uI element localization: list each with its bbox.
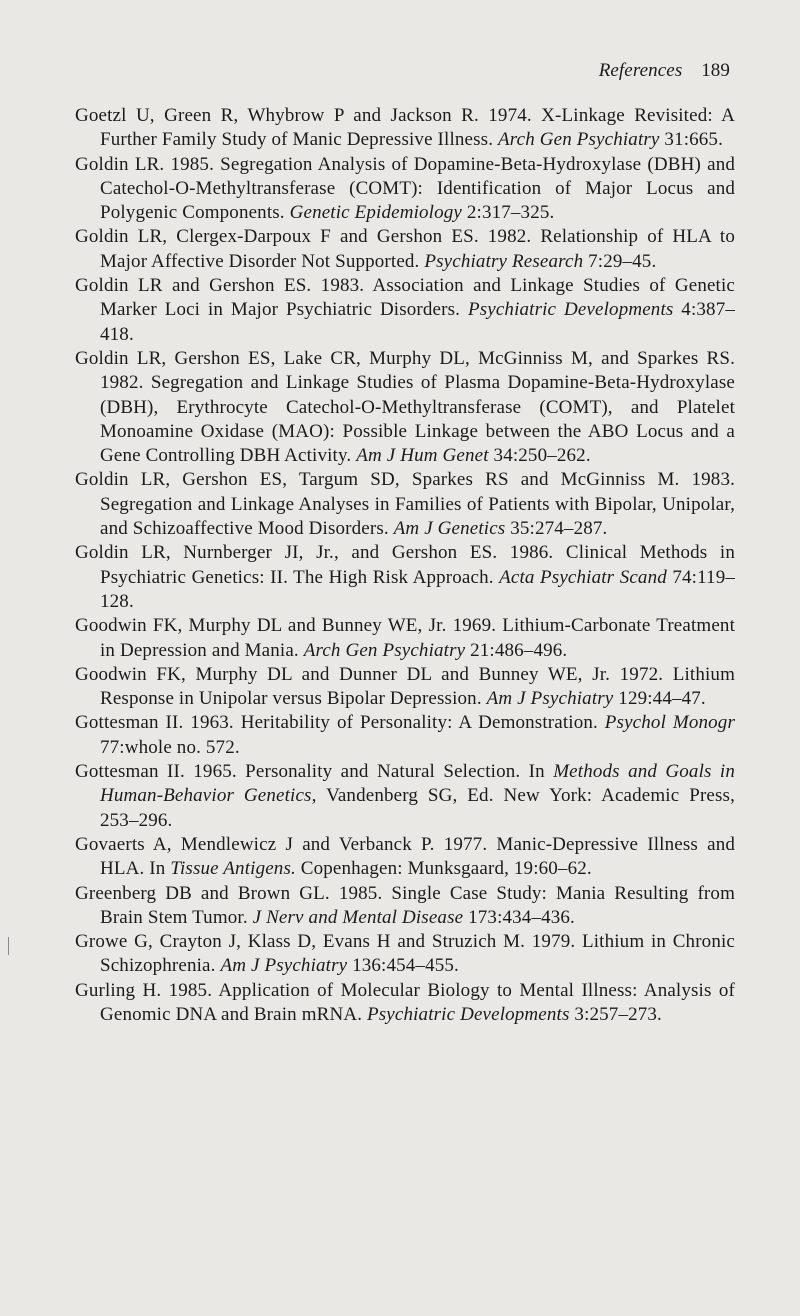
reference-text: Goldin LR, Gershon ES, Targum SD, Sparkes RS and McGinniss M. 1983. Segregation and Linkage Analyses in Families of Patients with Bipolar, Unipolar, and Schizoaffective Mood Disorders. [75,469,735,540]
reference-text: Gottesman II. 1965. Personality and Natural Selection. In [75,761,554,783]
page-number: 189 [701,60,730,81]
reference-text: Greenberg DB and Brown GL. 1985. Single Case Study: Mania Resulting from Brain Stem Tumor. [75,882,735,928]
reference-text: Goodwin FK, Murphy DL and Bunney WE, Jr. 1969. Lithium-Carbonate Treatment in Depression and Mania. [75,615,735,661]
reference-citation: 31:665. [659,129,723,151]
reference-citation: 2:317–325. [461,202,555,224]
reference-entry [75,468,735,541]
reference-citation: 129:44–47. [613,688,706,710]
reference-journal: Am J Genetics [393,518,506,540]
reference-journal: J Nerv and Mental Disease [252,906,464,928]
reference-text: Goldin LR, Nurnberger JI, Jr., and Gershon ES. 1986. Clinical Methods in Psychiatric Genetics: II. The High Risk Approach. [75,542,735,588]
reference-text: Goldin LR, Gershon ES, Lake CR, Murphy DL, McGinniss M, and Sparkes RS. 1982. Segregation and Linkage Studies of Plasma Dopamine-Beta-Hydroxylase (DBH), Erythrocyte Catechol-O-Methyltransferase (COMT), and Platelet Monoamine Oxidase (MAO): Possible Linkage between the ABO Locus and a Gene Controlling DBH Activity. [75,347,735,467]
reference-text: Goodwin FK, Murphy DL and Dunner DL and Bunney WE, Jr. 1972. Lithium Response in Unipolar versus Bipolar Depression. [75,663,735,710]
reference-entry [75,225,735,274]
reference-citation: 136:454–455. [347,955,459,977]
reference-journal: Psychol Monogr [604,712,736,734]
reference-journal: Methods and Goals in Human-Behavior Genetics, [100,761,735,807]
reference-text: Growe G, Crayton J, Klass D, Evans H and Struzich M. 1979. Lithium in Chronic Schizophrenia. [75,931,735,977]
reference-citation: 74:119–128. [100,566,735,612]
reference-journal: Psychiatric Developments [367,1003,570,1025]
reference-entry [75,930,735,979]
reference-citation: 3:257–273. [569,1003,662,1025]
reference-entry [75,104,735,153]
reference-journal: Arch Gen Psychiatry [498,129,660,151]
reference-text: Goldin LR and Gershon ES. 1983. Association and Linkage Studies of Genetic Marker Loci in Major Psychiatric Disorders. [75,275,735,321]
reference-entry [75,274,735,347]
reference-text: Goldin LR. 1985. Segregation Analysis of Dopamine-Beta-Hydroxylase (DBH) and Catechol-O-Methyltransferase (COMT): Identification of Major Locus and Polygenic Components. [75,153,735,224]
reference-citation: 7:29–45. [583,250,657,272]
reference-citation: 35:274–287. [505,518,608,540]
reference-citation: 21:486–496. [465,639,568,661]
reference-text: Gurling H. 1985. Application of Molecular Biology to Mental Illness: Analysis of Genomic DNA and Brain mRNA. [75,979,735,1025]
reference-entry [75,153,735,226]
reference-journal: Genetic Epidemiology [289,202,462,224]
reference-entry [75,979,735,1028]
reference-journal: Am J Psychiatry [220,955,348,977]
reference-journal: Tissue Antigens. [170,858,296,880]
reference-entry [75,760,735,833]
reference-text: Goldin LR, Clergex-Darpoux F and Gershon ES. 1982. Relationship of HLA to Major Affective Disorder Not Supported. [75,226,735,272]
running-head-section: References [598,60,683,81]
reference-citation: Copenhagen: Munksgaard, 19:60–62. [295,858,592,880]
reference-text: Goetzl U, Green R, Whybrow P and Jackson R. 1974. X-Linkage Revisited: A Further Family Study of Manic Depressive Illness. [75,105,735,151]
reference-entry [75,663,735,712]
reference-citation: 4:387–418. [100,299,735,345]
reference-citation: 77:whole no. 572. [100,736,240,758]
reference-citation: Vandenberg SG, Ed. New York: Academic Press, 253–296. [100,785,735,831]
reference-entry [75,833,735,882]
reference-journal: Arch Gen Psychiatry [303,639,466,661]
reference-entry [75,347,735,468]
running-head [599,60,730,82]
reference-text: Govaerts A, Mendlewicz J and Verbanck P. 1977. Manic-Depressive Illness and HLA. In [75,833,735,880]
reference-citation: 34:250–262. [488,445,591,467]
reference-entry [75,882,735,931]
reference-entry [75,614,735,663]
reference-entry [75,711,735,760]
reference-journal: Acta Psychiatr Scand [499,566,667,588]
reference-journal: Am J Psychiatry [486,688,614,710]
reference-entry [75,541,735,614]
reference-text: Gottesman II. 1963. Heritability of Personality: A Demonstration. [75,712,605,734]
margin-tick-mark [8,937,9,955]
reference-journal: Psychiatric Developments [467,299,674,321]
reference-journal: Psychiatry Research [424,250,584,272]
reference-citation: 173:434–436. [463,906,575,928]
reference-list [75,104,735,1027]
reference-journal: Am J Hum Genet [356,445,489,467]
